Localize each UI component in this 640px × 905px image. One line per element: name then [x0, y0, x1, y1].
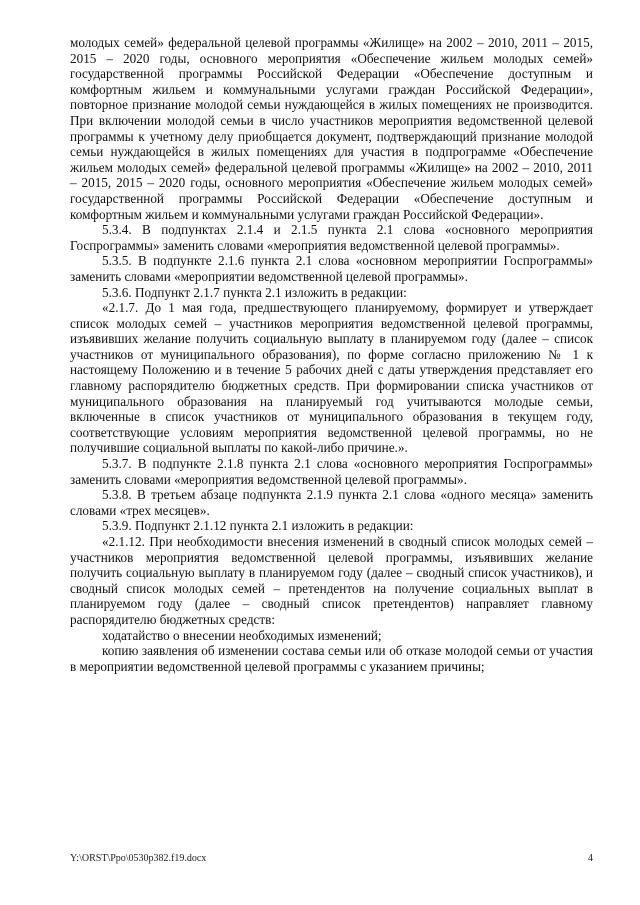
paragraph-2-1-7: «2.1.7. До 1 мая года, предшествующего планируемому, формирует и утверждает список молодых семей – участников мероприятия ведомственной целевой программы, изъявивших желание получить социальную выплату в планируемом году (далее – список участников от муниципального образования), по форме согласно приложению № 1 к настоящему Положению и в течение 5 рабочих дней с даты утверждения представляет его главному распорядителю бюджетных средств. При формировании списка участников от муниципального образования на планируемый год учитываются молодые семьи, включенные в список участников от муниципального образования в текущем году, соответствующие условиям мероприятия ведомственной целевой программы, но не получившие социальной выплаты по какой-либо причине.». [70, 300, 593, 456]
paragraph-2-1-12: «2.1.12. При необходимости внесения изменений в сводный список молодых семей – участников мероприятия ведомственной целевой программы, изъявивших желание получить социальную выплату в планируемом году (далее – сводный список участников), и сводный список молодых семей – претендентов на получение социальных выплат в планируемом году (далее – сводный список претендентов) направляет главному распорядителю бюджетных средств: [70, 534, 593, 627]
paragraph-5-3-7: 5.3.7. В подпункте 2.1.8 пункта 2.1 слова «основного мероприятия Госпрограммы» заменить словами «мероприятия ведомственной целевой программы». [70, 456, 593, 487]
paragraph-5-3-8: 5.3.8. В третьем абзаце подпункта 2.1.9 пункта 2.1 слова «одного месяца» заменить словами «трех месяцев». [70, 487, 593, 518]
paragraph-5-3-4: 5.3.4. В подпунктах 2.1.4 и 2.1.5 пункта 2.1 слова «основного мероприятия Госпрограммы» заменить словами «мероприятия ведомственной целевой программы». [70, 222, 593, 253]
paragraph-application-copy: копию заявления об изменении состава семьи или об отказе молодой семьи от участия в мероприятии ведомственной целевой программы с указанием причины; [70, 643, 593, 674]
page-number: 4 [588, 853, 593, 864]
paragraph-5-3-9: 5.3.9. Подпункт 2.1.12 пункта 2.1 изложить в редакции: [102, 518, 414, 534]
paragraph-5-3-6: 5.3.6. Подпункт 2.1.7 пункта 2.1 изложить в редакции: [102, 284, 407, 300]
paragraph-5-3-5: 5.3.5. В подпункте 2.1.6 пункта 2.1 слова «основном мероприятии Госпрограммы» заменить словами «мероприятии ведомственной целевой программы». [70, 253, 593, 284]
page-footer [70, 853, 593, 867]
document-body [70, 35, 593, 674]
paragraph-petition: ходатайство о внесении необходимых изменений; [102, 627, 382, 643]
file-path: Y:\ORST\Ppo\0530p382.f19.docx [70, 853, 207, 864]
paragraph-continuation: молодых семей» федеральной целевой программы «Жилище» на 2002 – 2010, 2011 – 2015, 2015 – 2020 годы, основного мероприятия «Обеспечение жильем молодых семей» государственной программы Российской Федерации «Обеспечение доступным и комфортным жильем и коммунальными услугами граждан Российской Федерации», повторное признание молодой семьи нуждающейся в жилых помещениях не производится. При включении молодой семьи в число участников мероприятия ведомственной целевой программы к учетному делу приобщается документ, подтверждающий признание молодой семьи нуждающейся в жилых помещениях для участия в подпрограмме «Обеспечение жильем молодых семей» федеральной целевой программы «Жилище» на 2002 – 2010, 2011 – 2015, 2015 – 2020 годы, основного мероприятия «Обеспечение жильем молодых семей» государственной программы Российской Федерации «Обеспечение доступным и комфортным жильем и коммунальными услугами граждан Российской Федерации». [70, 35, 593, 222]
